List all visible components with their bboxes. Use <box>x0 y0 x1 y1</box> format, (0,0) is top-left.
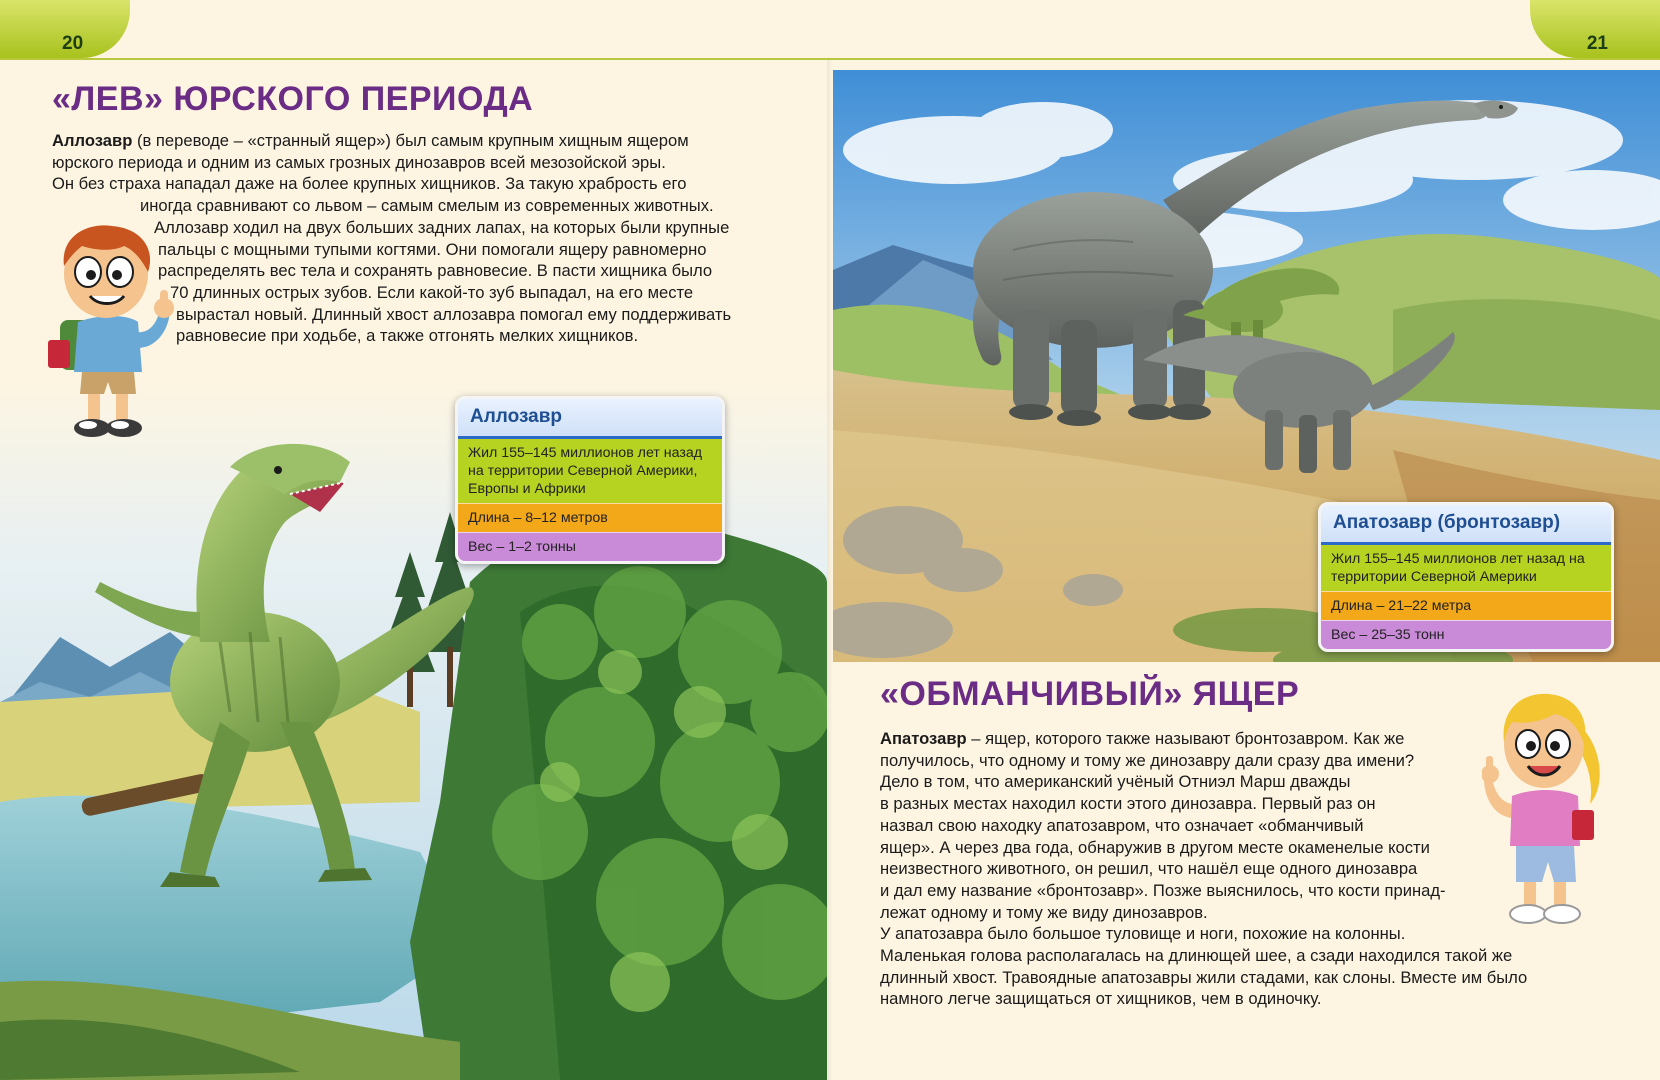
text-line: Он без страха нападал даже на более крупных хищников. За такую храбрость его <box>52 174 687 194</box>
text-line: распределять вес тела и сохранять равновесие. В пасти хищника было <box>158 261 713 281</box>
text-line: ящер». А через два года, обнаружив в другом месте окаменелые кости <box>880 837 1430 857</box>
text-line: в разных местах находил кости этого динозавра. Первый раз он <box>880 794 1376 814</box>
apatosaurus-body-text <box>880 728 1527 1010</box>
intro-term: Апатозавр <box>880 729 967 748</box>
page-number-left: 20 <box>62 33 84 54</box>
text-line: и дал ему название «бронтозавр». Позже выяснилось, что кости принад- <box>880 880 1446 900</box>
fact-lived: Жил 155–145 миллионов лет назад на территории Северной Америки, Европы и Африки <box>458 439 722 503</box>
text-line: Аллозавр ходил на двух больших задних лапах, на которых были крупные <box>154 217 730 237</box>
text-line-part: – ящер, которого также называют бронтозавром. Как же <box>966 729 1405 748</box>
text-line: равновесие при ходьбе, а также отгонять мелких хищников. <box>176 326 639 346</box>
text-line: назвал свою находку апатозавром, что означает «обманчивый <box>880 815 1364 835</box>
text-line: Маленькая голова располагалась на длинющей шее, а сзади находился такой же <box>880 946 1513 966</box>
page-title-apatosaurus: «ОБМАНЧИВЫЙ» ЯЩЕР <box>880 675 1300 713</box>
text-line: иногда сравнивают со львом – самым смелым из современных животных. <box>140 196 714 216</box>
text-line: 70 длинных острых зубов. Если какой-то зуб выпадал, на его месте <box>170 282 694 302</box>
text-line <box>52 130 731 152</box>
text-line: намного легче защищаться от хищников, чем в одиночку. <box>880 989 1322 1009</box>
allosaurus-fact-panel <box>455 396 725 564</box>
fact-length: Длина – 21–22 метра <box>1321 591 1611 620</box>
boy-thumbs-up-illustration <box>38 222 178 448</box>
text-line: длинный хвост. Травоядные апатозавры жили стадами, как слоны. Вместе им было <box>880 967 1528 987</box>
text-line: неизвестного животного, он решил, что нашёл еще одного динозавра <box>880 859 1418 879</box>
text-line: Дело в том, что американский учёный Отниэл Марш дважды <box>880 772 1351 792</box>
text-line-part: (в переводе – «странный ящер») был самым крупным хищным ящером <box>132 131 689 150</box>
text-line: пальцы с мощными тупыми когтями. Они помогали ящеру равномерно <box>158 239 707 259</box>
text-line: У апатозавра было большое туловище и ноги, похожие на колонны. <box>880 924 1406 944</box>
girl-thumbs-up-illustration <box>1482 686 1606 936</box>
page-number-right: 21 <box>1586 33 1608 54</box>
text-line: юрского периода и одним из самых грозных динозавров всей мезозойской эры. <box>52 152 666 172</box>
text-line: лежат одному и тому же виду динозавров. <box>880 902 1208 922</box>
fact-length: Длина – 8–12 метров <box>458 503 722 532</box>
fact-lived: Жил 155–145 миллионов лет назад на территории Северной Америки <box>1321 545 1611 591</box>
fact-panel-title: Аллозавр <box>458 399 722 439</box>
fact-weight: Вес – 1–2 тонны <box>458 532 722 561</box>
text-line <box>880 728 1527 750</box>
intro-term: Аллозавр <box>52 131 133 150</box>
page-title-allosaurus: «ЛЕВ» ЮРСКОГО ПЕРИОДА <box>52 80 534 118</box>
text-line: получилось, что одному и тому же динозавру дали сразу два имени? <box>880 750 1415 770</box>
text-line: вырастал новый. Длинный хвост аллозавра помогал ему поддерживать <box>176 304 732 324</box>
fact-weight: Вес – 25–35 тонн <box>1321 620 1611 649</box>
apatosaurus-fact-panel <box>1318 502 1614 652</box>
fact-panel-title: Апатозавр (бронтозавр) <box>1321 505 1611 545</box>
